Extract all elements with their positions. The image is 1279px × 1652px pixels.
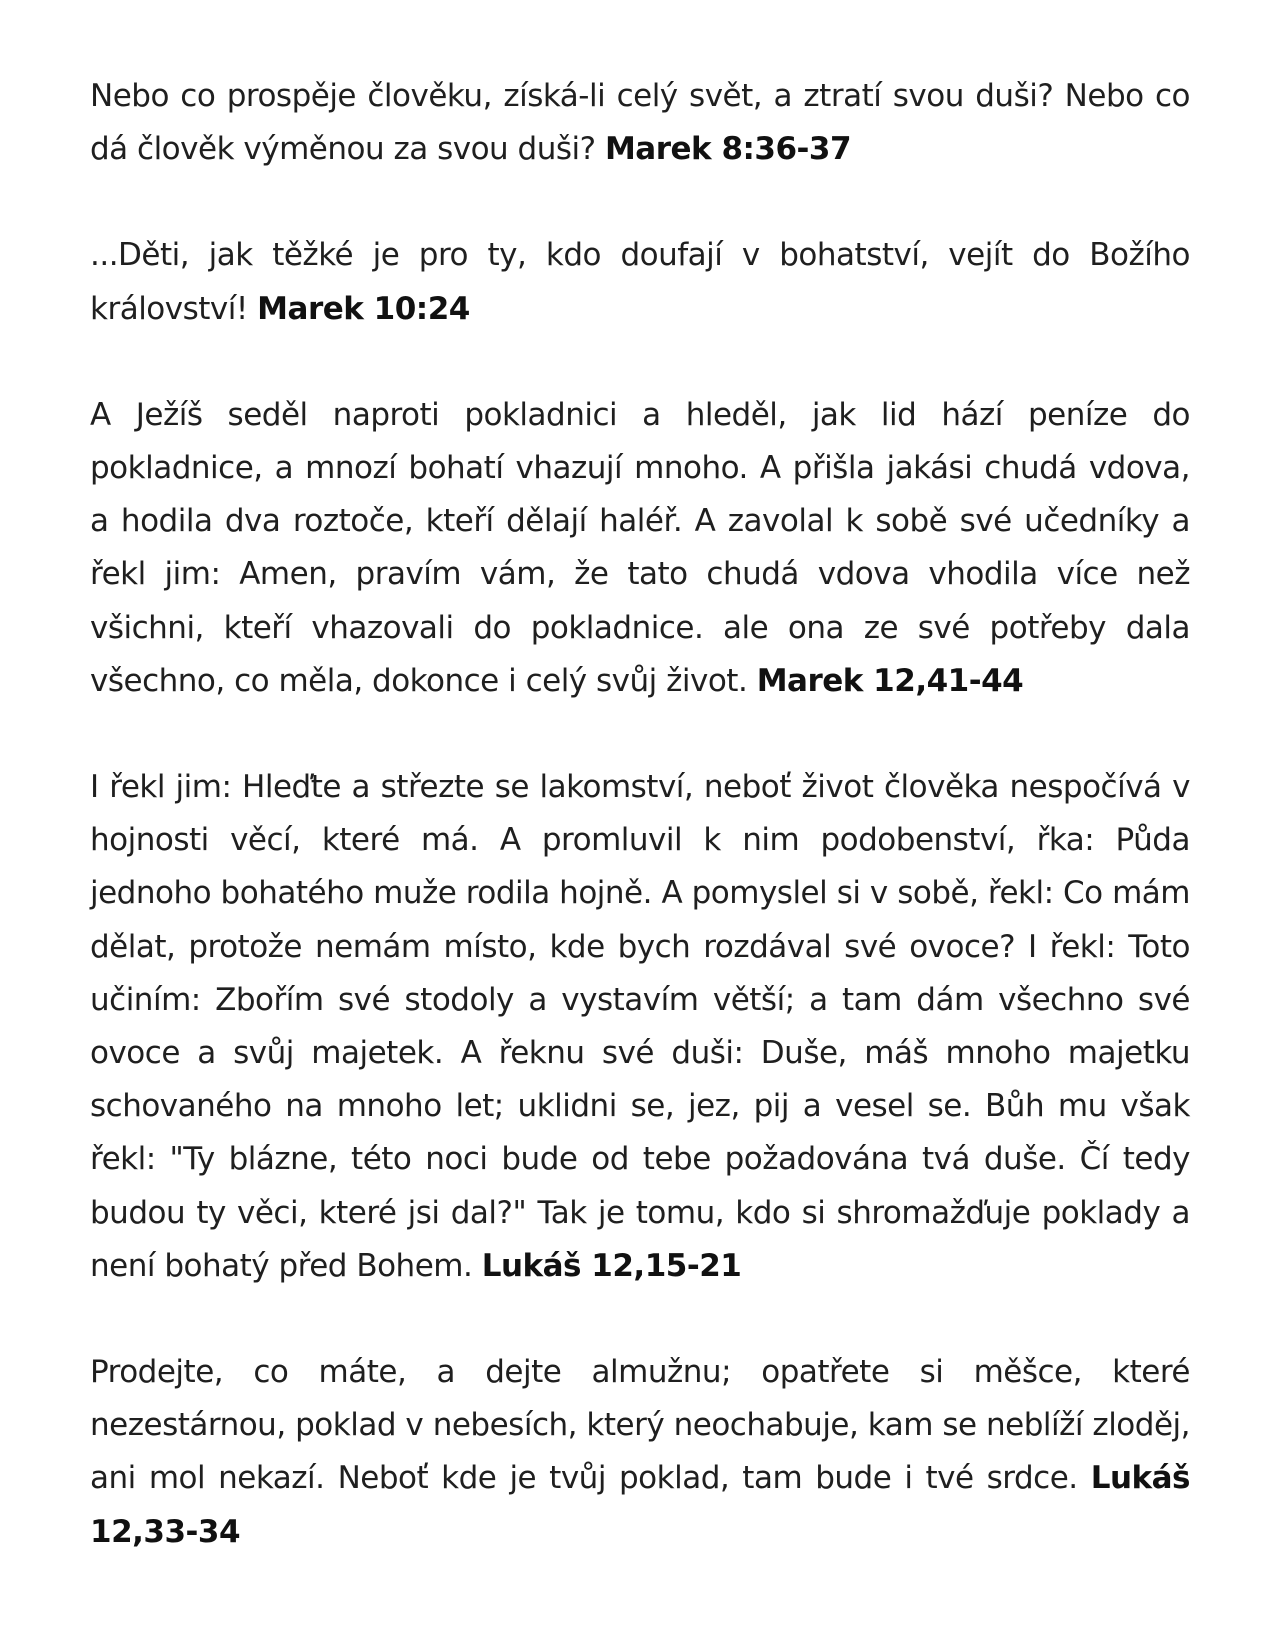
document-page xyxy=(90,70,1190,1559)
passage-marek-8 xyxy=(90,70,1190,176)
passage-text: I řekl jim: Hleďte a střezte se lakomství, neboť život člověka nespočívá v hojnosti věcí, které má. A promluvil k nim podobenství, řka: Půda jednoho bohatého muže rodila hojně. A pomyslel si v sobě, řekl: Co mám dělat, protože nemám místo, kde bych rozdával své ovoce? I řekl: Toto učiním: Zbořím své stodoly a vystavím větší; a tam dám všechno své ovoce a svůj majetek. A řeknu své duši: Duše, máš mnoho majetku schovaného na mnoho let; uklidni se, jez, pij a vesel se. Bůh mu však řekl: "Ty blázne, této noci bude od tebe požadována tvá duše. Čí tedy budou ty věci, které jsi dal?" Tak je tomu, kdo si shromažďuje poklady a není bohatý před Bohem. xyxy=(90,769,1190,1284)
passage-reference: Marek 10:24 xyxy=(257,290,470,327)
passage-marek-12 xyxy=(90,389,1190,708)
passage-marek-10 xyxy=(90,229,1190,335)
passage-reference: Marek 8:36-37 xyxy=(604,131,852,168)
passage-reference: Marek 12,41-44 xyxy=(756,662,1024,699)
passage-text: Prodejte, co máte, a dejte almužnu; opatřete si měšce, které nezestárnou, poklad v nebesích, který neochabuje, kam se neblíží zloděj, ani mol nekazí. Neboť kde je tvůj poklad, tam bude i tvé srdce. xyxy=(90,1354,1190,1497)
passage-reference: Lukáš 12,33-34 xyxy=(90,1460,1190,1550)
passage-reference: Lukáš 12,15-21 xyxy=(481,1247,742,1284)
passage-text: A Ježíš seděl naproti pokladnici a hleděl, jak lid hází peníze do pokladnice, a mnozí bohatí vhazují mnoho. A přišla jakási chudá vdova, a hodila dva roztoče, kteří dělají haléř. A zavolal k sobě své učedníky a řekl jim: Amen, pravím vám, že tato chudá vdova vhodila více než všichni, kteří vhazovali do pokladnice. ale ona ze své potřeby dala všechno, co měla, dokonce i celý svůj život. xyxy=(90,396,1190,699)
passage-text: Nebo co prospěje člověku, získá-li celý svět, a ztratí svou duši? Nebo co dá člověk výměnou za svou duši? xyxy=(90,78,1190,168)
passage-text: ...Děti, jak těžké je pro ty, kdo doufají v bohatství, vejít do Božího království! xyxy=(90,237,1190,327)
passage-lukas-12-15 xyxy=(90,761,1190,1293)
passage-lukas-12-33 xyxy=(90,1346,1190,1559)
